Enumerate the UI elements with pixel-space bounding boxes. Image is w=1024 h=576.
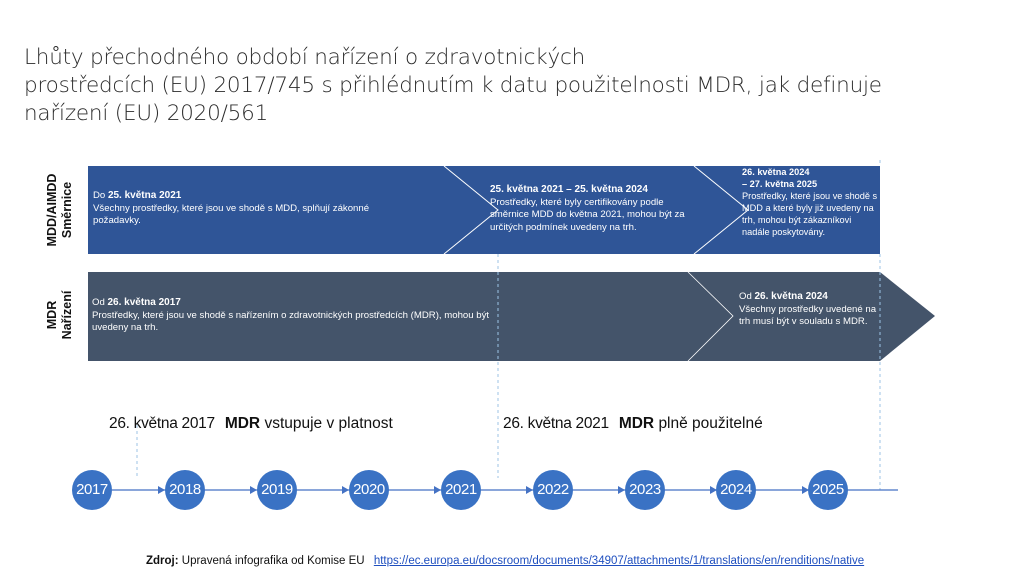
year-2025: 2025 — [808, 470, 848, 510]
milestone-2021-date: 26. května 2021 — [503, 415, 609, 432]
source-label: Zdroj: — [146, 555, 179, 567]
source-link[interactable]: https://ec.europa.eu/docsroom/documents/34907/attachments/1/translations/en/renditions/native — [373, 555, 865, 567]
directive-block-3-date-2: – 27. května 2025 — [742, 179, 818, 189]
year-2021: 2021 — [441, 470, 481, 510]
milestone-2021 — [503, 415, 763, 433]
milestone-2017-date: 26. května 2017 — [109, 415, 215, 432]
row-label-directives-line2: Směrnice — [60, 181, 74, 239]
year-2019: 2019 — [257, 470, 297, 510]
directive-block-1-date: 25. května 2021 — [107, 190, 182, 201]
title-line-3: nařízení (EU) 2020/561 — [24, 101, 269, 126]
milestone-2017-label: vstupuje v platnost — [264, 415, 393, 432]
year-2022: 2022 — [533, 470, 573, 510]
year-2023: 2023 — [625, 470, 665, 510]
milestone-2017 — [109, 415, 393, 433]
source-text: Upravená infografika od Komise EU — [181, 555, 365, 567]
directive-block-1 — [93, 190, 393, 228]
row-label-regulation-line2: Nařízení — [60, 290, 74, 340]
milestone-2021-label: plně použitelné — [658, 415, 763, 432]
regulation-block-2-prefix: Od — [739, 291, 755, 302]
directive-block-2-text: Prostředky, které byly certifikovány podle směrnice MDD do května 2021, mohou být za určitých podmínek uvedeny na trh. — [490, 196, 685, 233]
directive-block-3-date-1: 26. května 2024 — [742, 167, 810, 177]
title-line-1: Lhůty přechodného období nařízení o zdravotnických — [24, 45, 586, 70]
directive-block-3-text: Prostředky, které jsou ve shodě s MDD a které byly již uvedeny na trh, mohou být zákazníkovi nadále poskytovány. — [742, 191, 878, 237]
regulation-block-2-date: 26. května 2024 — [754, 291, 828, 302]
source-note — [146, 555, 864, 567]
regulation-block-2 — [739, 291, 884, 329]
regulation-block-1-prefix: Od — [92, 297, 108, 308]
title-line-2: prostředcích (EU) 2017/745 s přihlédnutím k datu použitelnosti MDR, jak definuje — [24, 73, 882, 98]
year-2017: 2017 — [72, 470, 112, 510]
regulation-block-1-date: 26. května 2017 — [107, 297, 181, 308]
milestone-2021-mdr: MDR — [618, 415, 655, 432]
year-2024: 2024 — [716, 470, 756, 510]
row-label-regulation-line1: MDR — [45, 300, 59, 330]
row-label-directives-line1: MDD/AIMDD — [45, 173, 59, 247]
directive-block-1-text: Všechny prostředky, které jsou ve shodě s MDD, splňují zákonné požadavky. — [93, 202, 370, 226]
year-2018: 2018 — [165, 470, 205, 510]
regulation-block-1 — [92, 297, 492, 335]
milestone-2017-mdr: MDR — [224, 415, 261, 432]
regulation-block-2-text: Všechny prostředky uvedené na trh musí být v souladu s MDR. — [739, 303, 877, 327]
regulation-block-1-text: Prostředky, které jsou ve shodě s nařízením o zdravotnických prostředcích (MDR), mohou být uvedeny na trh. — [92, 309, 490, 333]
directive-block-1-prefix: Do — [93, 190, 108, 201]
directive-block-3 — [742, 166, 878, 238]
directive-block-2 — [490, 184, 702, 234]
year-2020: 2020 — [349, 470, 389, 510]
directive-block-2-date: 25. května 2021 – 25. května 2024 — [490, 184, 648, 195]
